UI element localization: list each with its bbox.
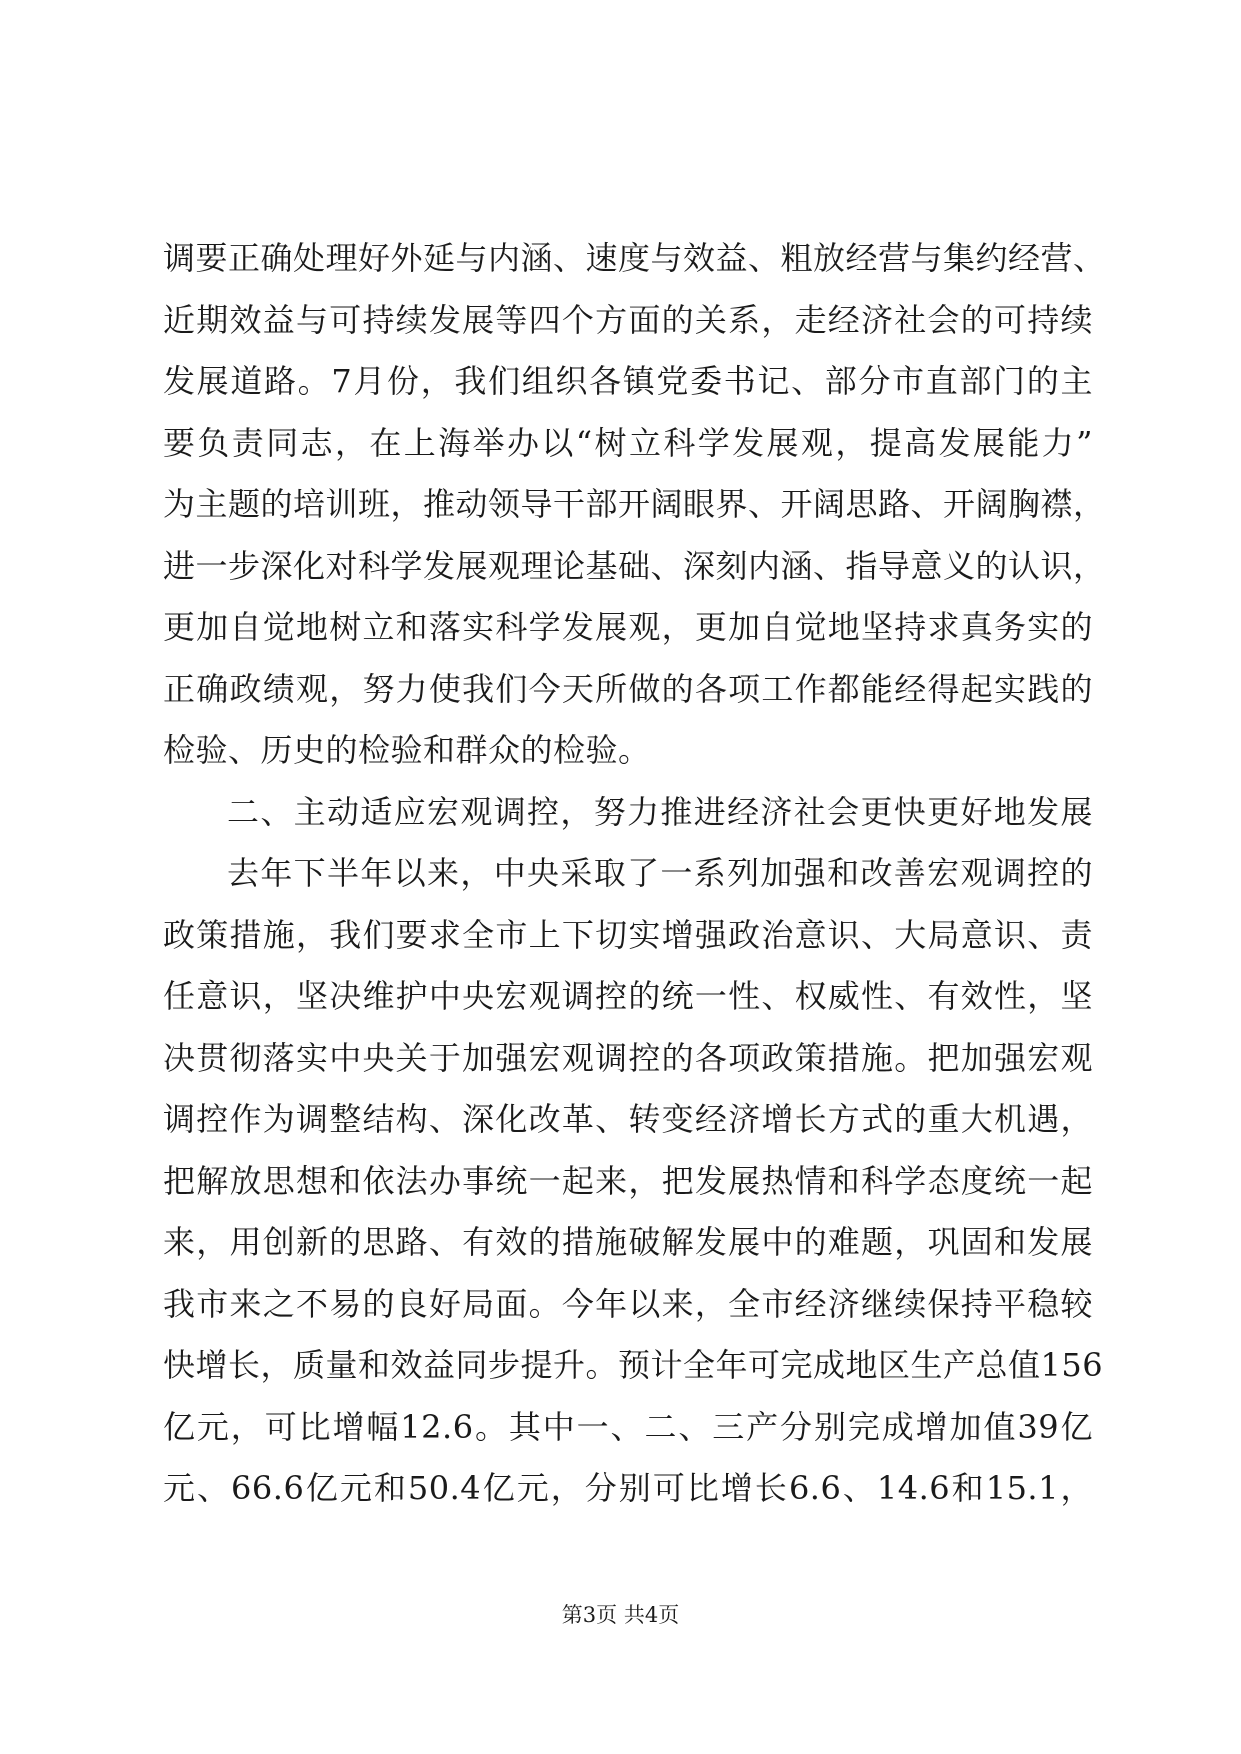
text-line: 去年下半年以来，中央采取了一系列加强和改善宏观调控的 [227, 854, 1093, 892]
text-line: 检验、历史的检验和群众的检验。 [163, 731, 651, 769]
text-line: 来，用创新的思路、有效的措施破解发展中的难题，巩固和发展 [163, 1223, 1093, 1261]
text-line: 政策措施，我们要求全市上下切实增强政治意识、大局意识、责 [163, 915, 1093, 954]
section-heading: 二、主动适应宏观调控，努力推进经济社会更快更好地发展 [227, 792, 1093, 831]
text-line: 调控作为调整结构、深化改革、转变经济增长方式的重大机遇， [163, 1100, 1093, 1138]
text-line: 把解放思想和依法办事统一起来，把发展热情和科学态度统一起 [163, 1161, 1093, 1200]
text-line: 任意识，坚决维护中央宏观调控的统一性、权威性、有效性，坚 [163, 977, 1093, 1015]
text-line: 正确政绩观，努力使我们今天所做的各项工作都能经得起实践的 [163, 669, 1093, 708]
text-line: 元、66.6亿元和50.4亿元，分别可比增长6.6、14.6和15.1， [163, 1469, 1093, 1507]
text-line: 进一步深化对科学发展观理论基础、深刻内涵、指导意义的认识， [163, 546, 1106, 585]
text-line: 要负责同志，在上海举办以“树立科学发展观，提高发展能力” [163, 423, 1093, 462]
text-line: 近期效益与可持续发展等四个方面的关系，走经济社会的可持续 [163, 300, 1093, 339]
text-line: 更加自觉地树立和落实科学发展观，更加自觉地坚持求真务实的 [163, 608, 1093, 646]
page-number-footer: 第3页 共4页 [561, 1603, 680, 1627]
text-line: 亿元，可比增幅12.6。其中一、二、三产分别完成增加值39亿 [163, 1407, 1093, 1446]
text-line: 决贯彻落实中央关于加强宏观调控的各项政策措施。把加强宏观 [163, 1038, 1093, 1077]
text-line: 调要正确处理好外延与内涵、速度与效益、粗放经营与集约经营、 [163, 239, 1106, 277]
document-body [163, 228, 1106, 1520]
text-line: 为主题的培训班，推动领导干部开阔眼界、开阔思路、开阔胸襟， [163, 485, 1106, 523]
text-line: 快增长，质量和效益同步提升。预计全年可完成地区生产总值156 [163, 1346, 1104, 1384]
text-line: 我市来之不易的良好局面。今年以来，全市经济继续保持平稳较 [163, 1284, 1093, 1323]
text-line: 发展道路。7月份，我们组织各镇党委书记、部分市直部门的主 [163, 362, 1093, 400]
